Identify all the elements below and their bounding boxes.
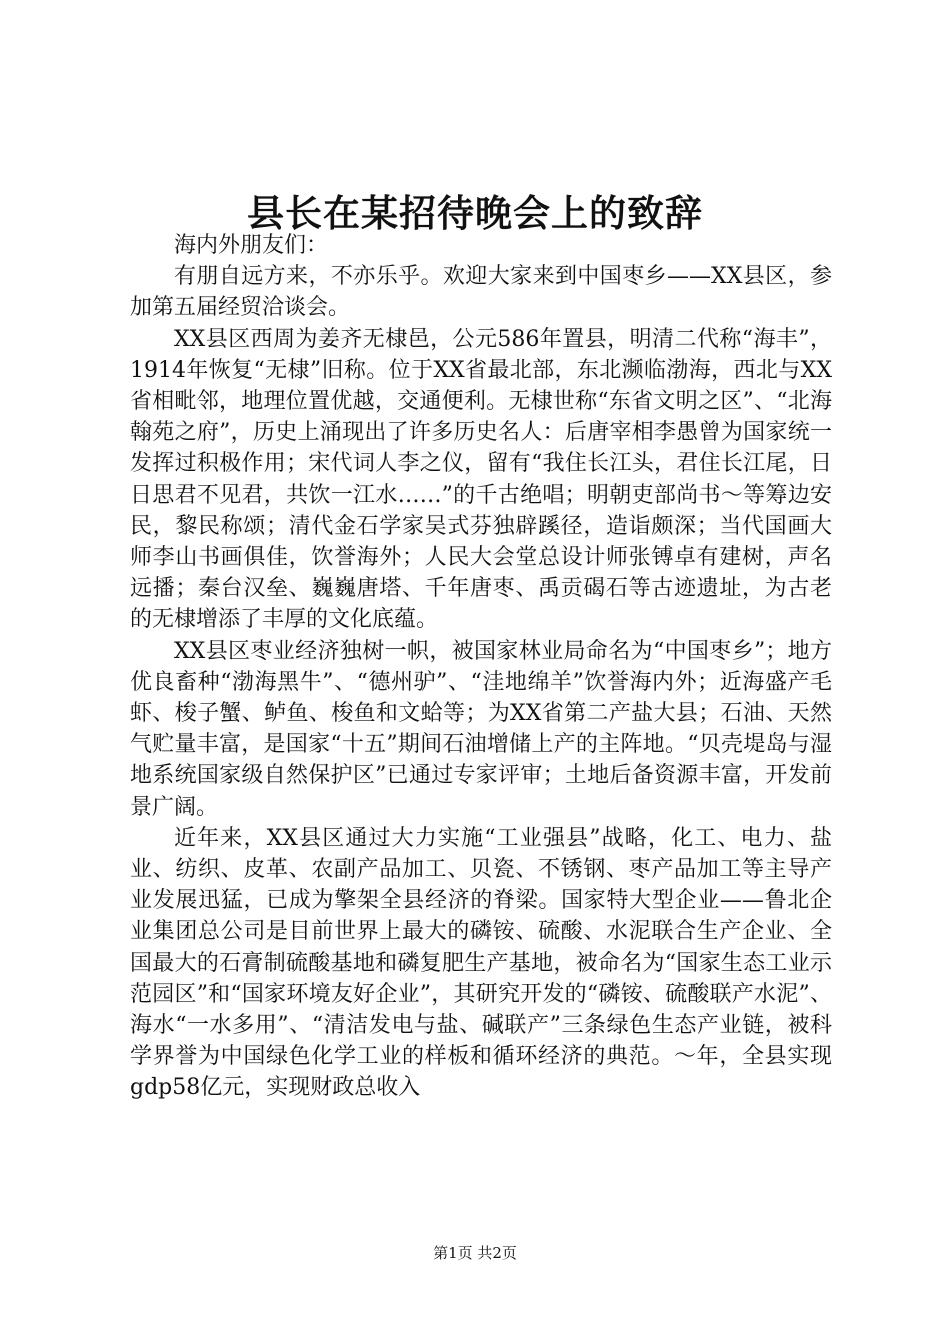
- body-paragraph: XX县区枣业经济独树一帜，被国家林业局命名为“中国枣乡”；地方优良畜种“渤海黑牛”、“德州驴”、“洼地绵羊”饮誉海内外；近海盛产毛虾、梭子蟹、鲈鱼、梭鱼和文蛤等；为XX省第二产盐大县；石油、天然气贮量丰富，是国家“十五”期间石油增储上产的主阵地。“贝壳堤岛与湿地系统国家级自然保护区”已通过专家评审；土地后备资源丰富，开发前景广阔。: [130, 638, 832, 820]
- body-paragraph: 近年来，XX县区通过大力实施“工业强县”战略，化工、电力、盐业、纺织、皮革、农副产品加工、贝瓷、不锈钢、枣产品加工等主导产业发展迅猛，已成为擎架全县经济的脊梁。国家特大型企业——鲁北企业集团总公司是目前世界上最大的磷铵、硫酸、水泥联合生产企业、全国最大的石膏制硫酸基地和磷复肥生产基地，被命名为“国家生态工业示范园区”和“国家环境友好企业”，其研究开发的“磷铵、硫酸联产水泥”、海水“一水多用”、“清洁发电与盐、碱联产”三条绿色生态产业链，被科学界誉为中国绿色化学工业的样板和循环经济的典范。～年，全县实现gdp58亿元，实现财政总收入: [130, 825, 832, 1101]
- document-body: [130, 230, 832, 1104]
- document-title: 县长在某招待晚会上的致辞: [247, 191, 703, 235]
- page-footer: 第1页 共2页: [433, 1244, 517, 1262]
- salutation-paragraph: 海内外朋友们：: [174, 233, 329, 258]
- body-paragraph: 有朋自远方来，不亦乐乎。欢迎大家来到中国枣乡——XX县区，参加第五届经贸洽谈会。: [130, 264, 832, 321]
- body-paragraph: XX县区西周为姜齐无棣邑，公元586年置县，明清二代称“海丰”，1914年恢复“无棣”旧称。位于XX省最北部，东北濒临渤海，西北与XX省相毗邻，地理位置优越，交通便利。无棣世称“东省文明之区”、“北海翰苑之府”，历史上涌现出了许多历史名人：后唐宰相李愚曾为国家统一发挥过积极作用；宋代词人李之仪，留有“我住长江头，君住长江尾，日日思君不见君，共饮一江水……”的千古绝唱；明朝吏部尚书～等筹边安民，黎民称颂；清代金石学家吴式芬独辟蹊径，造诣颇深；当代国画大师李山书画俱佳，饮誉海外；人民大会堂总设计师张镈卓有建树，声名远播；秦台汉垒、巍巍唐塔、千年唐枣、禹贡碣石等古迹遗址，为古老的无棣增添了丰厚的文化底蕴。: [130, 326, 832, 633]
